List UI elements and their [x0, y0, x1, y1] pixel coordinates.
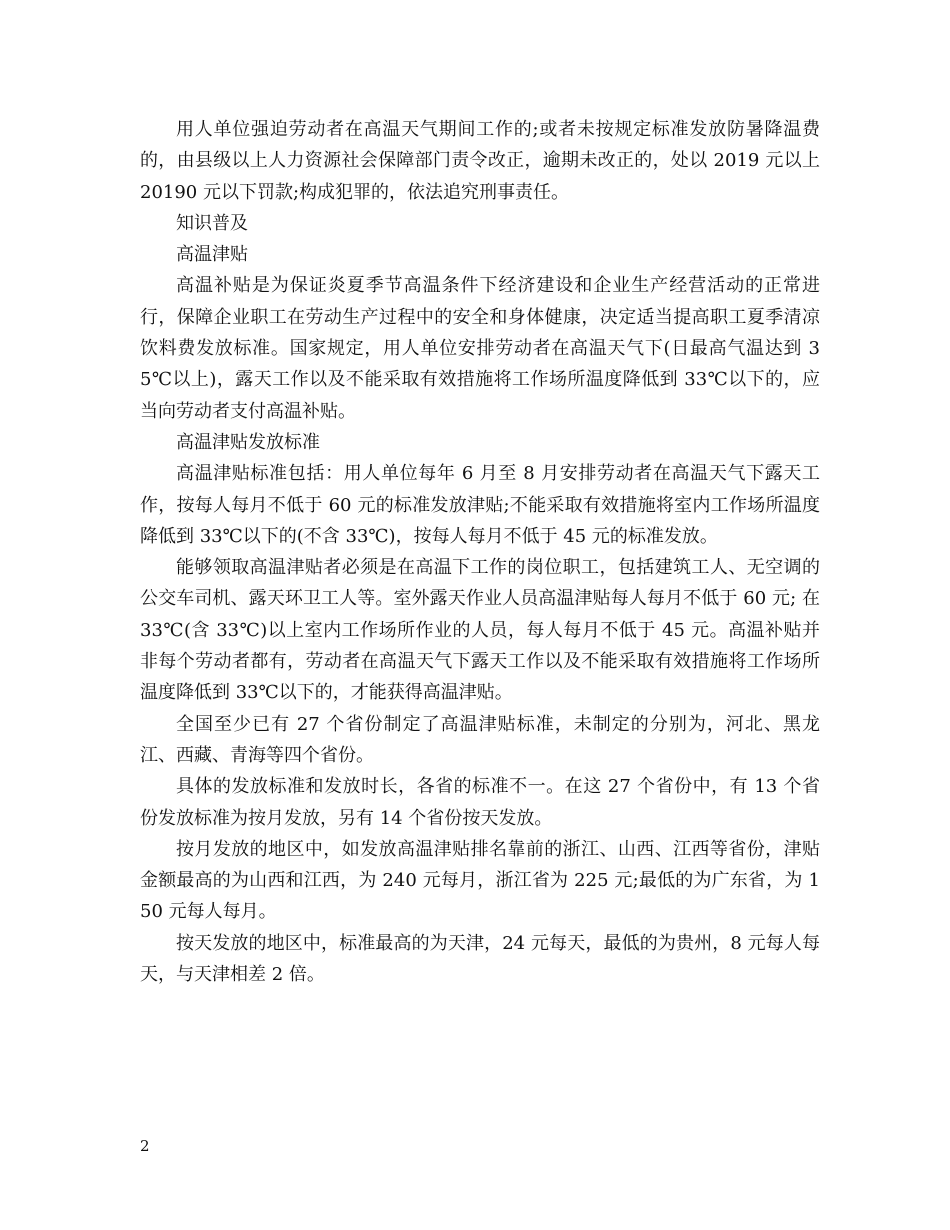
heading-allowance-standard: 高温津贴发放标准	[176, 431, 320, 453]
paragraph-monthly-payment: 按月发放的地区中，如发放高温津贴排名靠前的浙江、山西、江西等省份，津贴金额最高的为山西和江西，为 240 元每月，浙江省为 225 元;最低的为广东省，为 150 元每人每月。	[140, 838, 820, 923]
paragraph-daily-payment: 按天发放的地区中，标准最高的为天津，24 元每天，最低的为贵州，8 元每人每天，与天津相差 2 倍。	[140, 932, 820, 986]
heading-knowledge: 知识普及	[176, 212, 248, 234]
paragraph-allowance-definition: 高温补贴是为保证炎夏季节高温条件下经济建设和企业生产经营活动的正常进行，保障企业职工在劳动生产过程中的安全和身体健康，决定适当提高职工夏季清凉饮料费发放标准。国家规定，用人单位安排劳动者在高温天气下(日最高气温达到 35℃以上)，露天工作以及不能采取有效措施将工作场所温度降低到 33℃以下的，应当向劳动者支付高温补贴。	[140, 275, 820, 422]
page-number: 2	[140, 1137, 150, 1155]
paragraph-penalty: 用人单位强迫劳动者在高温天气期间工作的;或者未按规定标准发放防暑降温费的，由县级以上人力资源社会保障部门责令改正，逾期未改正的，处以 2019 元以上 20190 元以下罚款;构成犯罪的，依法追究刑事责任。	[140, 119, 820, 203]
paragraph-standard-details: 高温津贴标准包括：用人单位每年 6 月至 8 月安排劳动者在高温天气下露天工作，按每人每月不低于 60 元的标准发放津贴;不能采取有效措施将室内工作场所温度降低到 33℃以下的(不含 33℃)，按每人每月不低于 45 元的标准发放。	[140, 463, 820, 547]
paragraph-payment-method: 具体的发放标准和发放时长，各省的标准不一。在这 27 个省份中，有 13 个省份发放标准为按月发放，另有 14 个省份按天发放。	[140, 776, 820, 829]
document-body	[140, 114, 820, 990]
paragraph-provinces-count: 全国至少已有 27 个省份制定了高温津贴标准，未制定的分别为，河北、黑龙江、西藏、青海等四个省份。	[140, 713, 820, 766]
paragraph-eligibility: 能够领取高温津贴者必须是在高温下工作的岗位职工，包括建筑工人、无空调的公交车司机、露天环卫工人等。室外露天作业人员高温津贴每人每月不低于 60 元; 在 33℃(含 33℃)以上室内工作场所作业的人员，每人每月不低于 45 元。高温补贴并非每个劳动者都有，劳动者在高温天气下露天工作以及不能采取有效措施将工作场所温度降低到 33℃以下的，才能获得高温津贴。	[140, 557, 820, 704]
heading-high-temp-allowance: 高温津贴	[176, 244, 248, 266]
